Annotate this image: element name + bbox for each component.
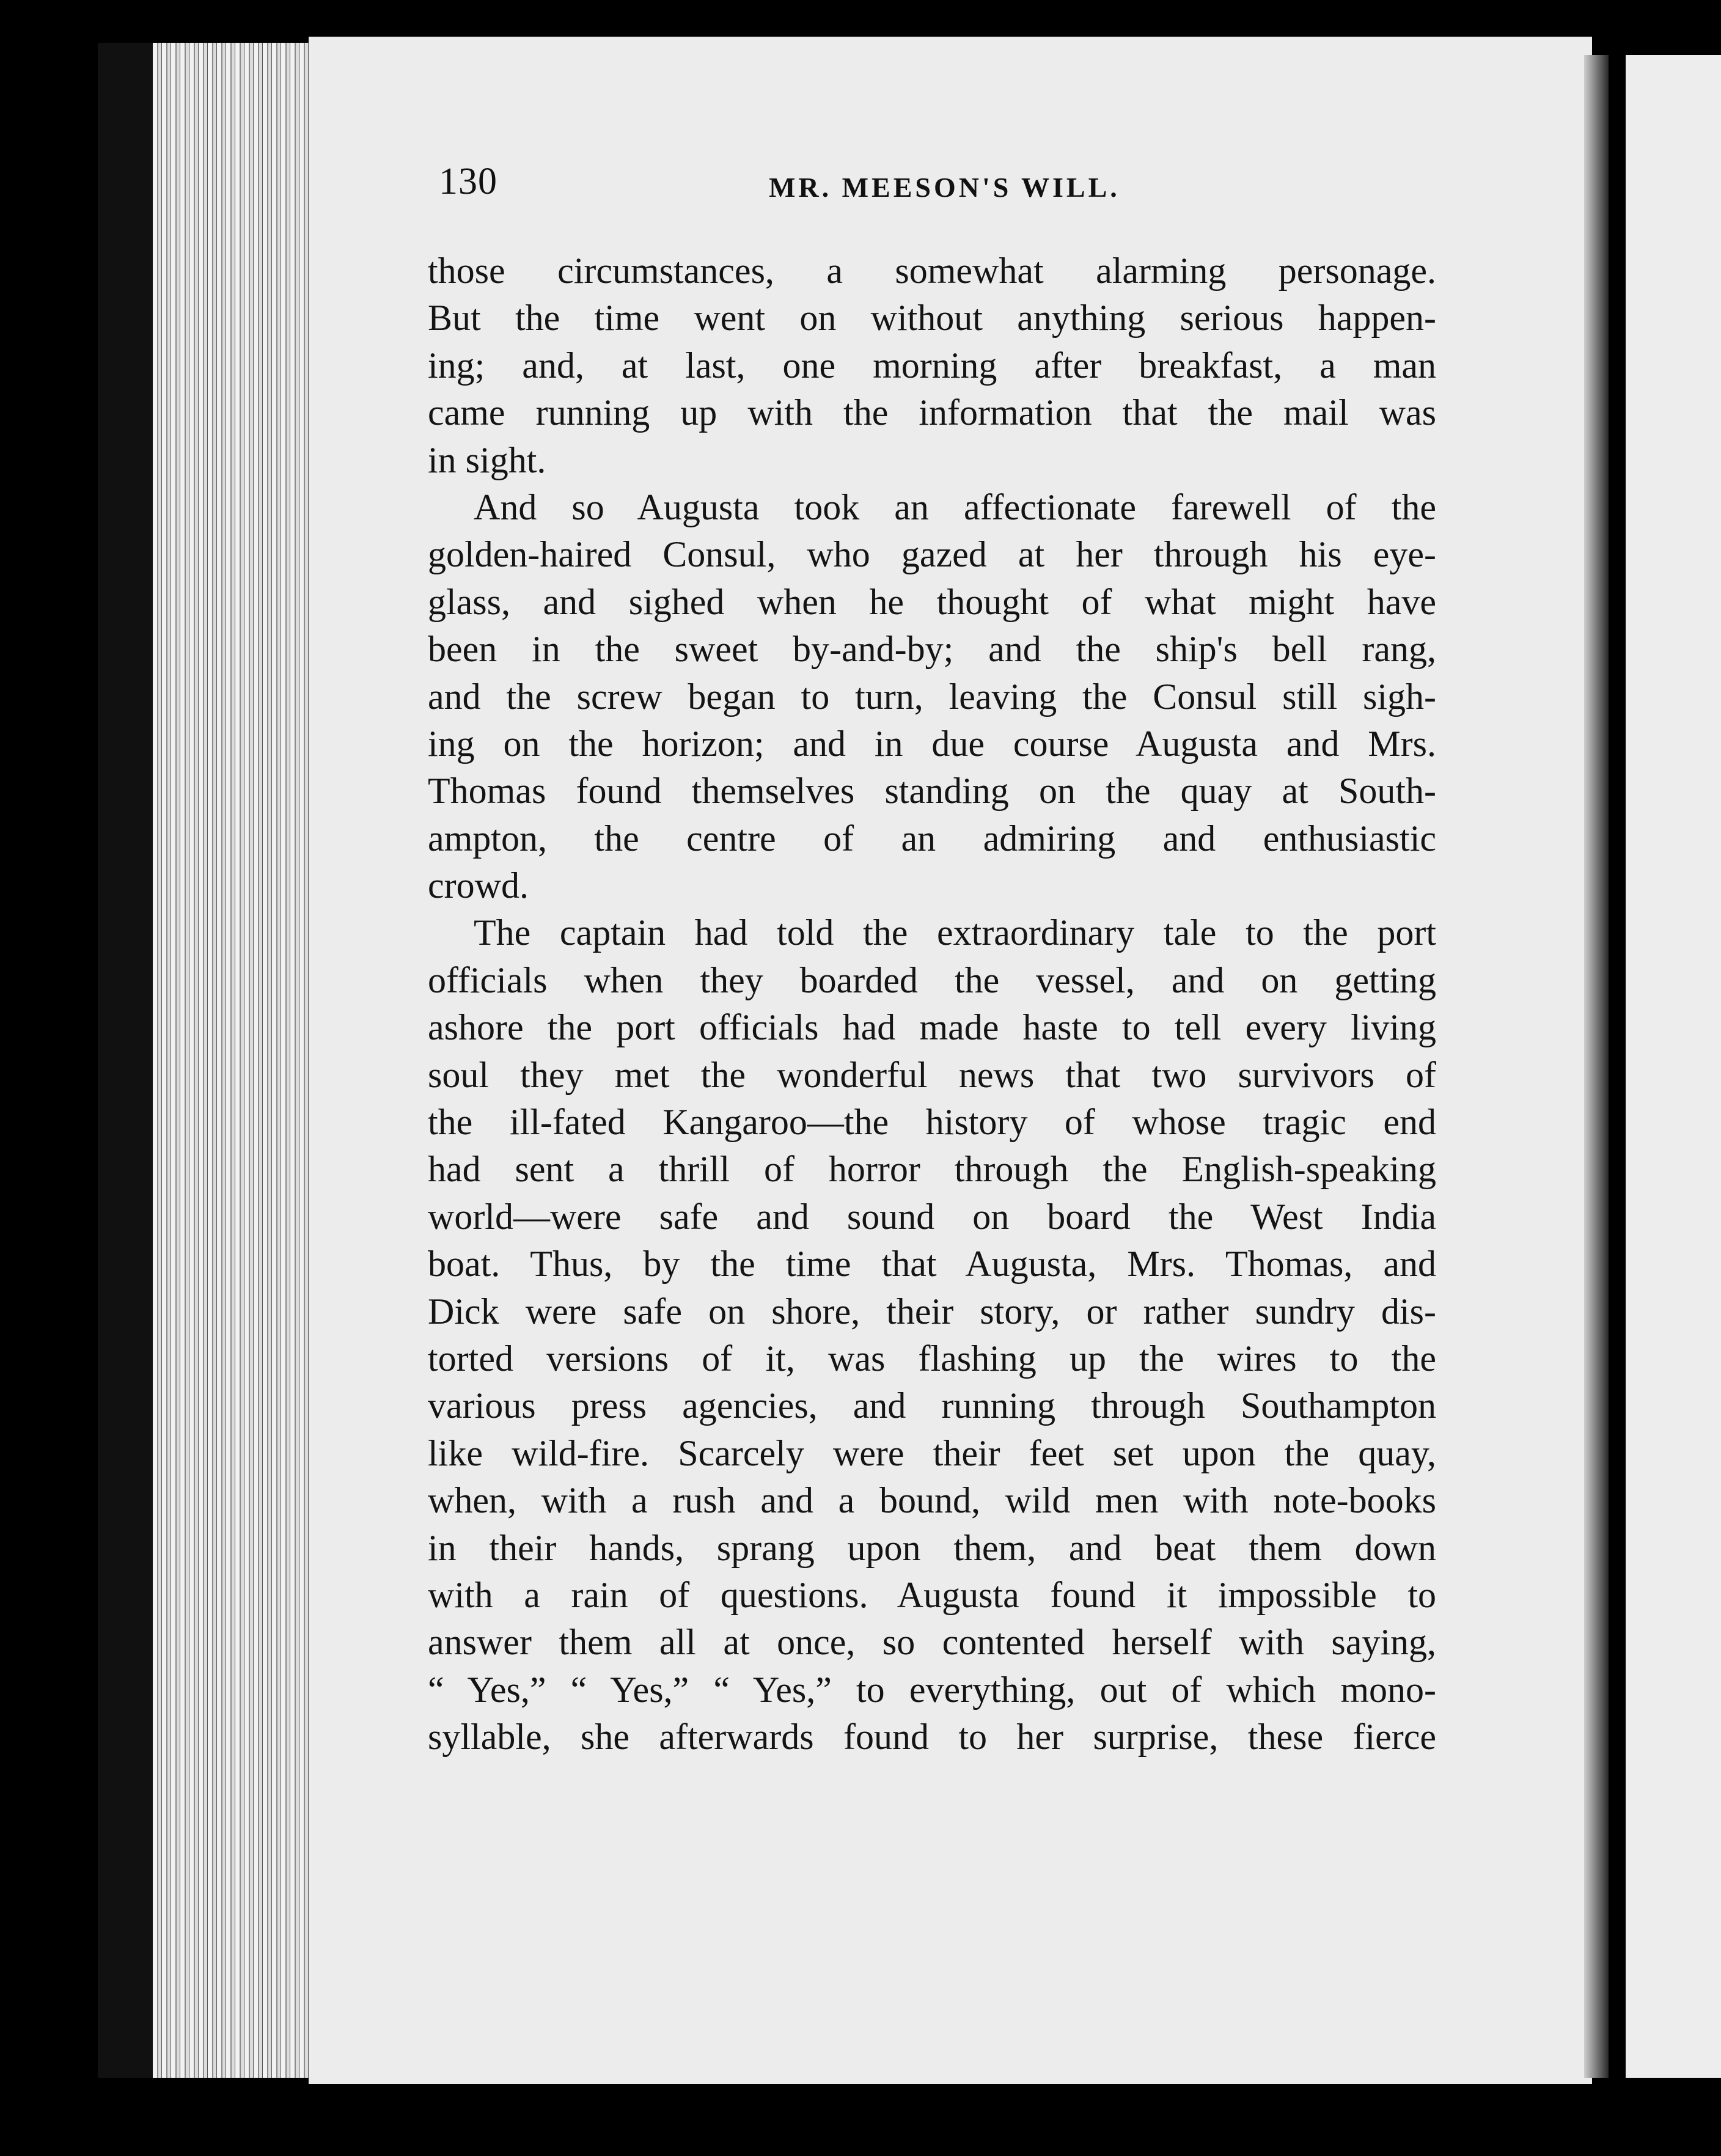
text-line: glass, and sighed when he thought of what might have [428,581,1436,622]
text-line: with a rain of questions. Augusta found it impossible to [428,1574,1436,1615]
text-line: answer them all at once, so contented herself with saying, [428,1622,1436,1663]
text-line: Dick were safe on shore, their story, or rather sundry dis- [428,1291,1436,1332]
text-line: golden-haired Consul, who gazed at her through his eye- [428,534,1436,575]
text-line: Thomas found themselves standing on the quay at South- [428,771,1436,812]
book-shadow [98,43,159,2078]
text-line: But the time went on without anything serious happen- [428,298,1436,339]
text-line: had sent a thrill of horror through the English-speaking [428,1149,1436,1190]
body-text [428,248,1436,1761]
text-line: boat. Thus, by the time that Augusta, Mrs. Thomas, and [428,1244,1436,1285]
text-line: in their hands, sprang upon them, and beat them down [428,1527,1436,1568]
text-line: the ill-fated Kangaroo—the history of whose tragic end [428,1102,1436,1143]
running-title: MR. MEESON'S WILL. [769,172,1120,203]
text-line: ing on the horizon; and in due course Augusta and Mrs. [428,723,1436,764]
text-line: And so Augusta took an affectionate farewell of the [474,486,1436,527]
text-line: The captain had told the extraordinary tale to the port [474,912,1436,953]
text-line: syllable, she afterwards found to her surprise, these fierce [428,1717,1436,1758]
book-gutter [1584,55,1609,2078]
text-line: when, with a rush and a bound, wild men with note-books [428,1480,1436,1521]
text-line: came running up with the information that the mail was [428,392,1436,433]
page-number: 130 [439,161,497,202]
text-line: torted versions of it, was flashing up the wires to the [428,1338,1436,1379]
text-line: those circumstances, a somewhat alarming personage. [428,251,1436,291]
text-line: ing; and, at last, one morning after breakfast, a man [428,345,1436,386]
text-line: crowd. [428,865,529,906]
text-line: world—were safe and sound on board the West India [428,1196,1436,1237]
text-line: soul they met the wonderful news that two survivors of [428,1054,1436,1095]
text-line: been in the sweet by-and-by; and the ship's bell rang, [428,629,1436,670]
text-line: various press agencies, and running through Southampton [428,1385,1436,1426]
text-line: ampton, the centre of an admiring and enthusiastic [428,818,1436,859]
text-line: “ Yes,” “ Yes,” “ Yes,” to everything, out of which mono- [428,1669,1436,1710]
text-line: ashore the port officials had made haste to tell every living [428,1007,1436,1048]
page-edges [153,43,312,2078]
page-header [439,160,1123,209]
text-line: in sight. [428,439,546,480]
facing-page-edge [1626,55,1721,2078]
text-line: like wild-fire. Scarcely were their feet set upon the quay, [428,1432,1436,1473]
text-line: and the screw began to turn, leaving the Consul still sigh- [428,676,1436,717]
text-line: officials when they boarded the vessel, and on getting [428,959,1436,1000]
